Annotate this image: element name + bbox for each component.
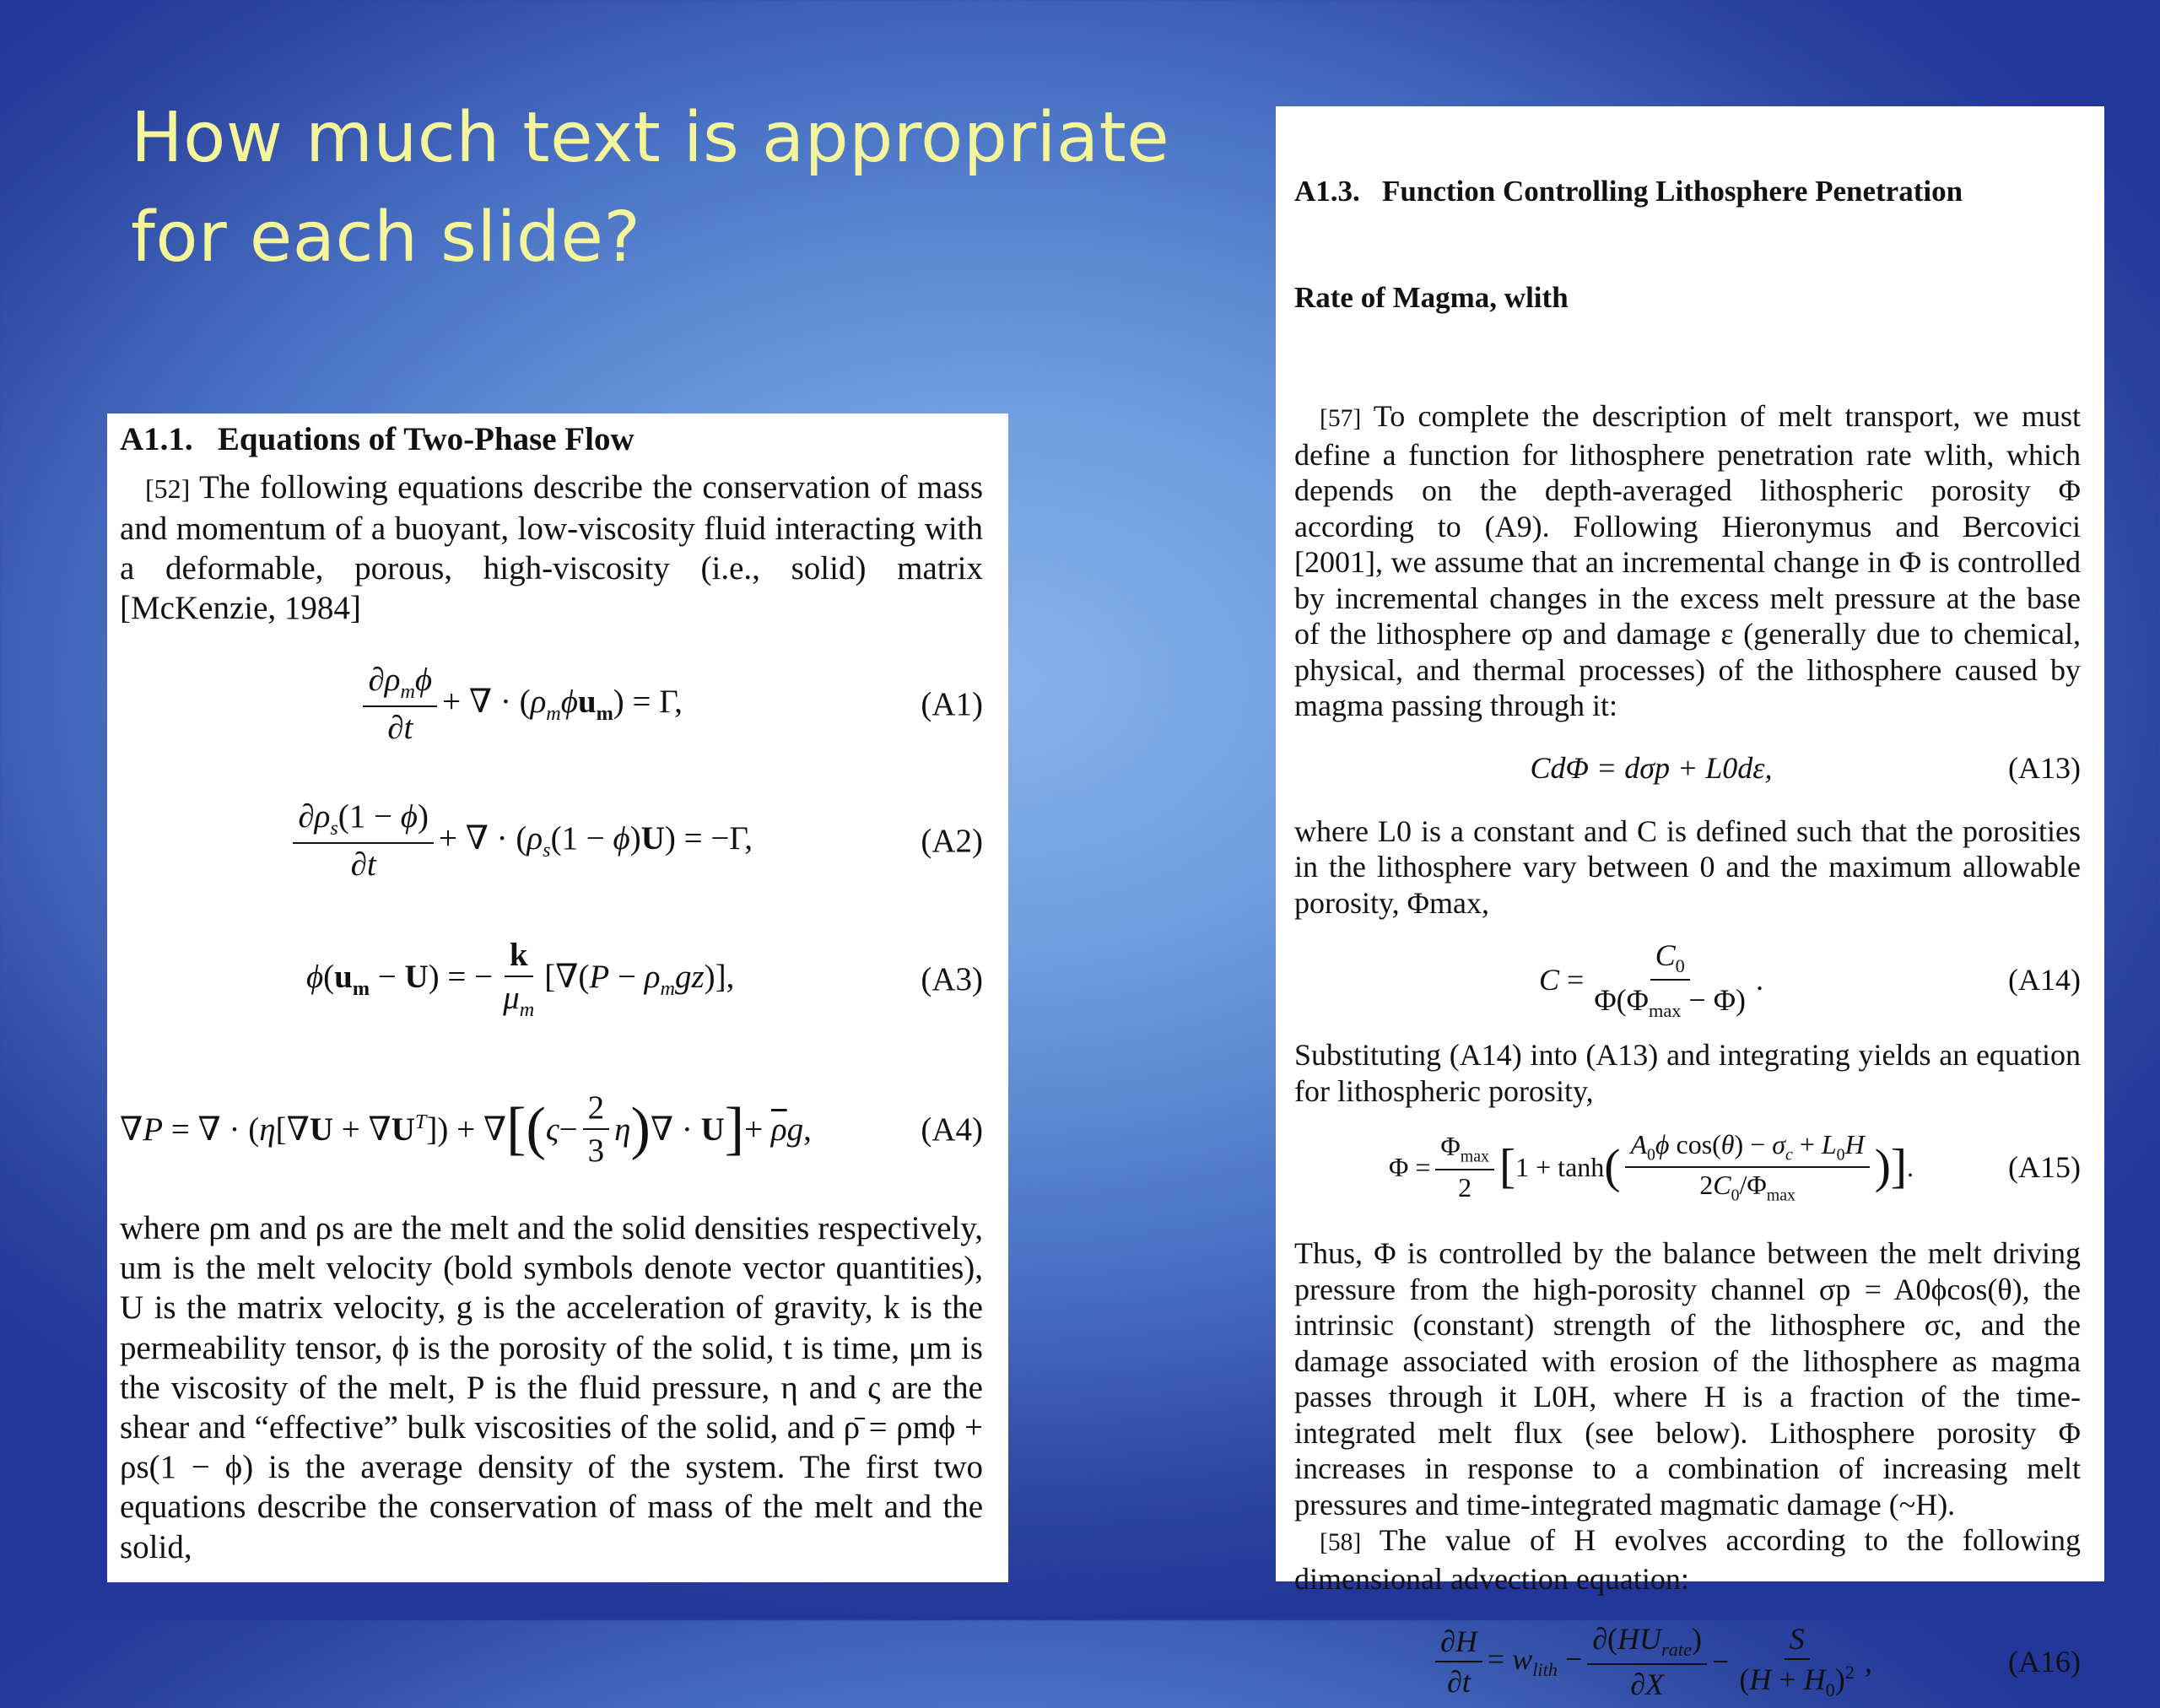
- paragraph-58-text: The value of H evolves according to the following dimensional advection equation:: [1294, 1523, 2081, 1596]
- section-heading-a1-3: [1294, 103, 2081, 386]
- equation-label: (A13): [2008, 750, 2081, 785]
- paragraph-number: [52]: [145, 474, 191, 504]
- equation-label: (A2): [921, 822, 983, 859]
- intro-text: The following equations describe the conservation of mass and momentum of a buoyant, low-viscosity fluid interacting with a deformable, porous, high-viscosity (i.e., solid) matrix [McKenzie, 1984]: [120, 469, 983, 626]
- slide-title: How much text is appropriate for each slide?: [131, 98, 1170, 278]
- equation-label: (A1): [921, 685, 983, 722]
- section-number: A1.1.: [120, 421, 193, 457]
- equation-a1: $\frac{\partial\rho_m\phi}{\partial t}$ + ∇ · $(\rho_m\phi u_m) = \Gamma$, (A1): [120, 662, 983, 746]
- equation-label: (A16): [2008, 1645, 2081, 1678]
- text-after-a15: Thus, Φ is controlled by the balance between the melt driving pressure from the high-porosity channel σp = A0ϕcos(θ), the intrinsic (constant) strength of the lithosphere σc, and the damage associated with erosion of the lithosphere as magma passes through it L0H, where H is a fraction of the time-integrated melt flux (see below). Lithosphere porosity Φ increases in response to a combination of increasing melt pressures and time-integrated magmatic damage (~H).: [1294, 1236, 2081, 1522]
- left-paper-excerpt: [107, 413, 1008, 1582]
- equation-label: (A4): [921, 1111, 983, 1148]
- paragraph-57-text: To complete the description of melt transport, we must define a function for lithosphere penetration rate wlith, which depends on the depth-averaged lithospheric porosity Φ according to (A9). Following Hieronymus and Bercovici [2001], we assume that an incremental change in Φ is controlled by incremental changes in the excess melt pressure at the base of the lithosphere σp and damage ε (generally due to chemical, physical, and thermal processes) of the lithosphere caused by magma passing through it:: [1294, 399, 2081, 722]
- section-heading-line-1: A1.3. Function Controlling Lithosphere Penetration: [1294, 175, 1963, 208]
- equation-a13-math: CdΦ = dσp + L0dε,: [1530, 750, 1773, 785]
- text-after-a13: where L0 is a constant and C is defined such that the porosities in the lithosphere vary between 0 and the maximum allowable porosity, Φmax,: [1294, 813, 2081, 920]
- section-heading-a1-1: [120, 419, 983, 461]
- equation-a13: [1294, 743, 2081, 793]
- equation-label: (A14): [2008, 963, 2081, 997]
- right-paper-excerpt: [1276, 106, 2104, 1701]
- equation-a14: C = $\frac{C_0}{\Phi(\Phi_{max} - \Phi)}$ . (A14): [1539, 938, 2081, 1022]
- equation-label: (A3): [921, 960, 983, 997]
- paragraph-number: [58]: [1320, 1529, 1362, 1556]
- equation-a15: Φ = $\frac{\Phi_{max}}{2}$ [ 1 + tanh ( $\frac{A_0\phi \cos(\theta) - \sigma_c + L_0H}{2C_0/\Phi_{max}}$ )] . (A15): [1388, 1128, 2081, 1205]
- paragraph-58: [1294, 1522, 2081, 1597]
- paragraph-number: [57]: [1320, 405, 1362, 432]
- text-after-a14: Substituting (A14) into (A13) and integrating yields an equation for lithospheric porosity,: [1294, 1038, 2081, 1108]
- equation-label: (A15): [2008, 1150, 2081, 1184]
- intro-paragraph: [120, 468, 983, 628]
- section-title: Equations of Two-Phase Flow: [217, 421, 634, 457]
- equation-a4: ∇P = ∇ · $(\eta[\nabla U + \nabla U^T])$ + ∇ [( ς − $\frac{2}{3}$ η ) ∇ · U ] + $\overline{\rho}g$, (A4): [120, 1089, 983, 1169]
- paragraph-57: [1294, 398, 2081, 724]
- equation-a3: $\phi(u_m - U)$ = − $\frac{k}{\mu_m}$ $[\nabla(P - \rho_mgz)]$, (A3): [305, 937, 983, 1021]
- section-heading-line-2: Rate of Magma, wlith: [1294, 281, 1569, 314]
- equation-a2: $\frac{\partial\rho_s(1 - \phi)}{\partial t}$ + ∇ · $(\rho_s(1 - \phi)U) = -\Gamma$, (A2): [120, 798, 983, 883]
- equation-a16: $\frac{\partial H}{\partial t}$ = $w_{lith}$ − $\frac{\partial(HU_{rate})}{\partial X}$ − $\frac{S}{(H + H_0)^2}$ , (A16): [1294, 1615, 2081, 1708]
- variable-definitions-paragraph: where ρm and ρs are the melt and the solid densities respectively, um is the melt velocity (bold symbols denote vector quantities), U is the matrix velocity, g is the acceleration of gravity, k is the permeability tensor, ϕ is the porosity of the solid, t is time, μm is the viscosity of the melt, P is the fluid pressure, η and ς are the shear and “effective” bulk viscosities of the solid, and ρ̄ = ρmϕ + ρs(1 − ϕ) is the average density of the system. The first two equations describe the conservation of mass of the melt and the solid,: [120, 1210, 983, 1565]
